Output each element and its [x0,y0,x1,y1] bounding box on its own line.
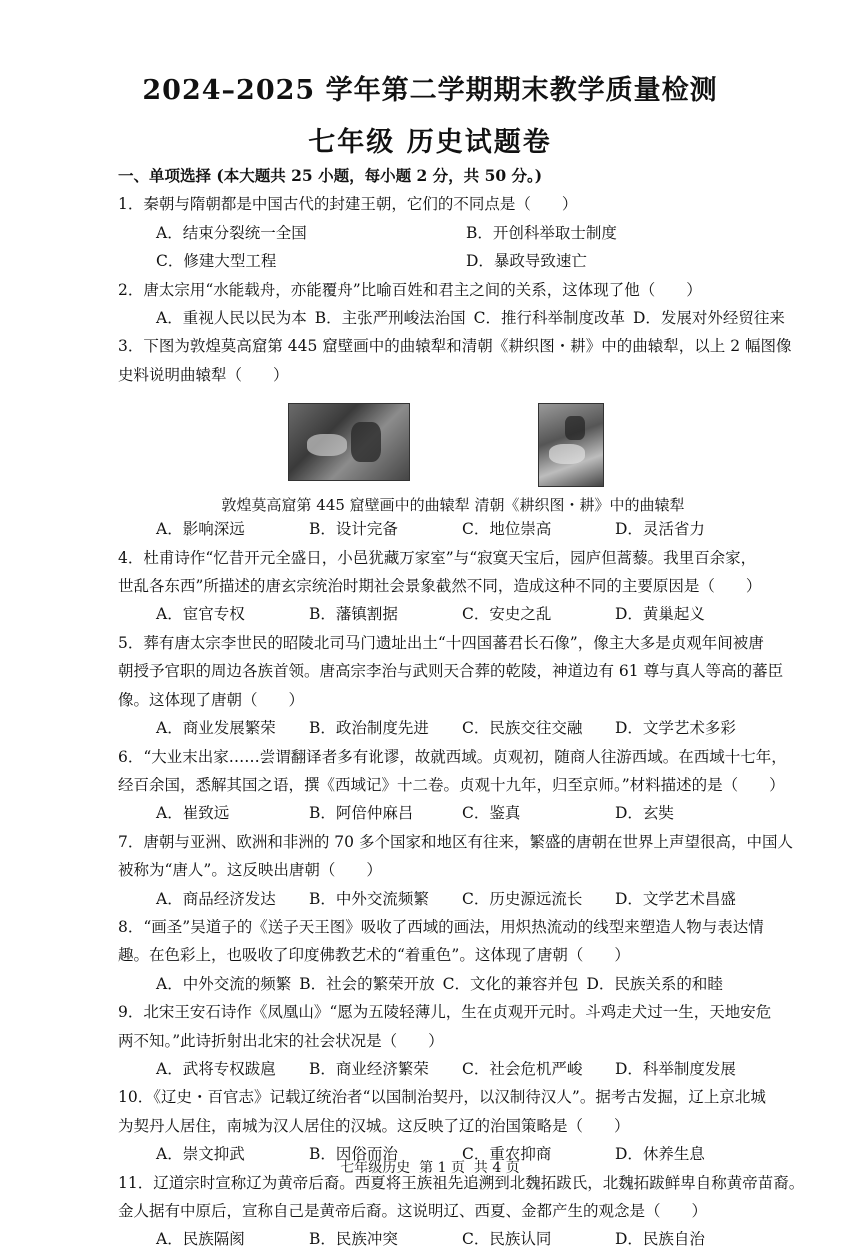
question-text-line: 朝授予官职的周边各族首领。唐高宗李治与武则天合葬的乾陵，神道边有 61 尊与真人等高的蕃臣 [118,662,784,681]
answer-option: D．文学艺术多彩 [615,719,736,738]
question-6 [118,743,788,828]
answer-option: C．民族交往交融 [462,719,583,738]
question-text-line: 6．“大业末出家……尝谓翻译者多有讹谬，故就西域。贞观初，随商人往游西域。在西域十七年， [118,747,787,766]
answer-option: A．重视人民以民为本 [156,309,307,328]
question-text-line: 5．葬有唐太宗李世民的昭陵北司马门遗址出土“十四国蕃君长石像”，像主大多是贞观年间被唐 [118,633,764,652]
question-text-line: 为契丹人居住，南城为汉人居住的汉城。这反映了辽的治国策略是（ ） [118,1116,630,1135]
answer-option: C．鉴真 [462,804,521,823]
question-list [118,190,805,1253]
question-text-line: 9．北宋王安石诗作《凤凰山》“愿为五陵轻薄儿，生在贞观开元时。斗鸡走犬过一生，天地安危 [118,1003,772,1022]
answer-option: A．商品经济发达 [156,889,276,908]
answer-options [118,799,788,827]
question-text-line: 被称为“唐人”。这反映出唐朝（ ） [118,861,382,880]
answer-option: A．结束分裂统一全国 [156,223,307,242]
answer-option: A．影响深远 [156,520,245,539]
answer-option: C．民族认同 [462,1230,552,1249]
answer-options [118,219,788,276]
answer-options [118,1055,788,1083]
question-text-line: 11．辽道宗时宣称辽为黄帝后裔。西夏将王族祖先追溯到北魏拓跋氏，北魏拓跋鲜卑自称黄帝苗裔。 [118,1173,805,1192]
answer-option: C．安史之乱 [462,605,552,624]
answer-option: A．武将专权跋扈 [156,1059,276,1078]
answer-option: B．中外交流频繁 [309,889,429,908]
answer-option: D．黄巢起义 [615,605,705,624]
question-text-line: 趣。在色彩上，也吸收了印度佛教艺术的“着重色”。这体现了唐朝（ ） [118,946,630,965]
question-text-line: 经百余国，悉解其国之语，撰《西域记》十二卷。贞观十九年，归至京师。”材料描述的是（ ） [118,775,785,794]
question-text-line: 7．唐朝与亚洲、欧洲和非洲的 70 多个国家和地区有往来，繁盛的唐朝在世界上声望很高，中国人 [118,832,793,851]
exam-subtitle: 七年级 历史试题卷 [308,127,552,158]
answer-options [118,970,788,998]
page-footer: 七年级历史 第 1 页 共 4 页 [340,1160,520,1176]
section-heading: 一、单项选择 (本大题共 25 小题，每小题 2 分，共 50 分。) [118,166,543,185]
answer-option: D．民族自治 [615,1230,705,1249]
answer-option: A．中外交流的频繁 [156,974,292,993]
question-text-line: 3．下图为敦煌莫高窟第 445 窟壁画中的曲辕犁和清朝《耕织图・耕》中的曲辕犁，以上 2 幅图像 [118,337,792,356]
question-1 [118,190,788,275]
question-5 [118,629,788,743]
question-text-line: 史料说明曲辕犁（ ） [118,365,289,384]
answer-options [118,1225,788,1253]
answer-option: B．设计完备 [309,520,398,539]
question-text-line: 4．杜甫诗作“忆昔开元全盛日，小邑犹藏万家室”与“寂寞天宝后，园庐但蒿藜。我里百余家， [118,548,757,567]
answer-option: C．社会危机严峻 [462,1059,583,1078]
answer-option: B．社会的繁荣开放 [299,974,435,993]
exam-title: 2024–2025 学年第二学期期末教学质量检测 [142,75,718,106]
answer-option: D．文学艺术昌盛 [615,889,736,908]
answer-option: B．商业经济繁荣 [309,1059,429,1078]
mural-image [288,403,410,481]
question-8 [118,913,788,998]
answer-option: C．历史源远流长 [462,889,583,908]
question-text-line: 10．《辽史・百官志》记载辽统治者“以国制治契丹，以汉制待汉人”。据考古发掘，辽上京北城 [118,1088,766,1107]
answer-option: D．休养生息 [615,1145,705,1164]
answer-option: C．推行科举制度改革 [473,309,625,328]
answer-option: B．藩镇割据 [309,605,398,624]
answer-option: B．主张严刑峻法治国 [314,309,466,328]
question-text-line: 世乱各东西”所描述的唐玄宗统治时期社会景象截然不同，造成这种不同的主要原因是（ ） [118,577,762,596]
answer-options [118,885,788,913]
question-10 [118,1083,788,1168]
question-text-line: 2．唐太宗用“水能载舟，亦能覆舟”比喻百姓和君主之间的关系，这体现了他（ ） [118,280,702,299]
answer-option: B．开创科举取士制度 [466,223,617,242]
answer-options [118,600,788,628]
question-text-line: 像。这体现了唐朝（ ） [118,690,305,709]
answer-option: A．商业发展繁荣 [156,719,276,738]
answer-option: B．因俗而治 [309,1145,398,1164]
answer-option: C．修建大型工程 [156,252,277,271]
answer-option: D．发展对外经贸往来 [632,309,785,328]
answer-option: D．玄奘 [615,804,674,823]
answer-option: D．暴政导致速亡 [466,252,587,271]
question-7 [118,828,793,913]
answer-option: C．文化的兼容并包 [442,974,579,993]
answer-option: C．地位崇高 [462,520,552,539]
answer-options [118,714,788,742]
answer-option: B．阿倍仲麻吕 [309,804,414,823]
question-text-line: 1．秦朝与隋朝都是中国古代的封建王朝，它们的不同点是（ ） [118,195,578,214]
question-11 [118,1169,805,1254]
answer-option: A．崇文抑武 [156,1145,245,1164]
answer-option: D．灵活省力 [615,520,705,539]
answer-option: A．民族隔阂 [156,1230,245,1249]
answer-option: B．民族冲突 [309,1230,398,1249]
answer-option: D．民族关系的和睦 [586,974,723,993]
question-text-line: 金人据有中原后，宣称自己是黄帝后裔。这说明辽、西夏、金都产生的观念是（ ） [118,1202,708,1220]
answer-option: D．科举制度发展 [615,1059,736,1078]
question-9 [118,998,788,1083]
answer-option: A．崔致远 [156,804,230,823]
question-content [118,162,805,1254]
figure-area [118,395,788,515]
answer-option: A．宦官专权 [156,605,245,624]
question-2 [118,276,788,333]
figure-caption: 敦煌莫高窟第 445 窟壁画中的曲辕犁 清朝《耕织图・耕》中的曲辕犁 [221,496,685,515]
answer-options [118,304,788,332]
answer-option: C．重农抑商 [462,1145,552,1164]
question-4 [118,544,788,629]
question-text-line: 两不知。”此诗折射出北宋的社会状况是（ ） [118,1031,444,1050]
question-3 [118,332,792,543]
answer-option: B．政治制度先进 [309,719,429,738]
question-text-line: 8．“画圣”吴道子的《送子天王图》吸收了西域的画法，用炽热流动的线型来塑造人物与表达情 [118,917,764,936]
painting-image [538,403,604,487]
